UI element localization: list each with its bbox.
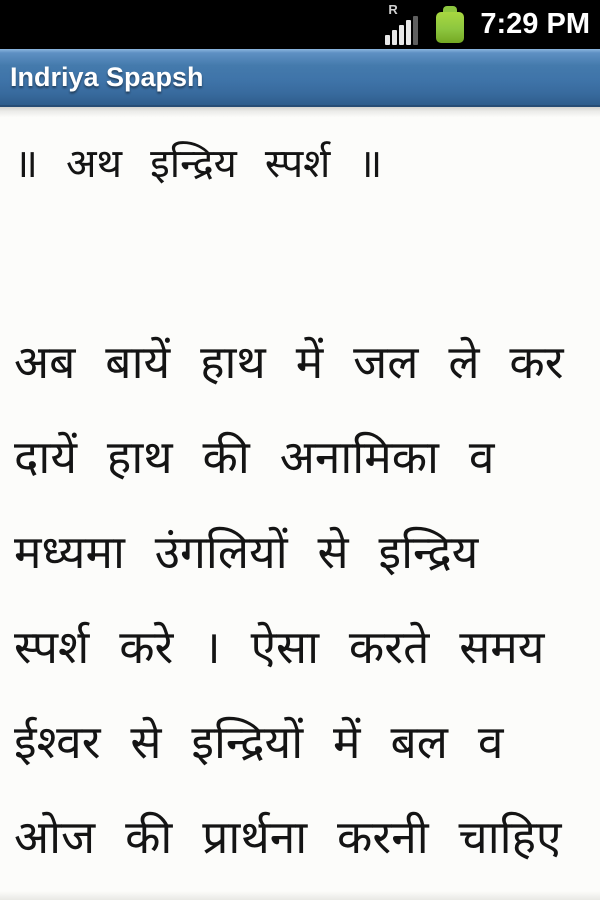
battery-icon	[436, 6, 464, 43]
app-title: Indriya Spapsh	[10, 61, 204, 92]
paragraph-line: स्पर्श करे । ऐसा करते समय	[14, 622, 545, 673]
paragraph-line: दायें हाथ की अनामिका व	[14, 432, 495, 483]
paragraph-line: ईश्वर से इन्द्रियों में बल व	[14, 717, 504, 768]
title-bar-divider	[0, 107, 600, 117]
title-bar	[0, 49, 600, 107]
paragraph-line: अब बायें हाथ में जल ले कर	[14, 337, 564, 388]
section-heading: ॥ अथ इन्द्रिय स्पर्श ॥	[14, 141, 383, 186]
status-time: 7:29 PM	[480, 8, 590, 40]
content-scroll-area[interactable]	[0, 117, 600, 900]
paragraph-line: मध्यमा उंगलियों से इन्द्रिय	[14, 527, 479, 578]
paragraph-line: ओज की प्रार्थना करनी चाहिए	[14, 812, 562, 863]
status-bar	[0, 0, 600, 49]
signal-strength-icon	[385, 4, 418, 45]
signal-bars-icon	[385, 16, 418, 45]
body-paragraph	[14, 315, 588, 885]
roaming-indicator: R	[388, 2, 398, 17]
